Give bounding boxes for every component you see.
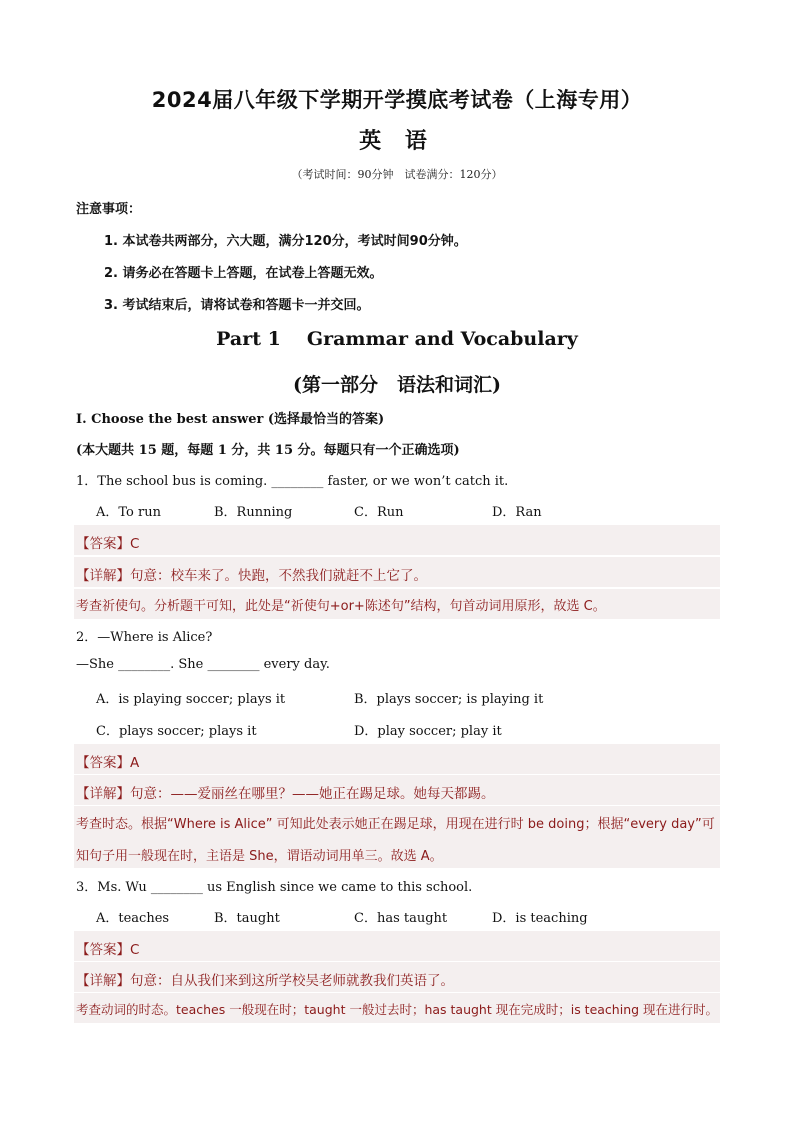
option: B．Running bbox=[214, 505, 293, 520]
answer-label: 【答案】C bbox=[76, 942, 140, 958]
option: B．taught bbox=[214, 911, 280, 926]
question-stem-line: —She ________. She ________ every day. bbox=[76, 657, 330, 672]
part-name: Grammar and Vocabulary bbox=[306, 328, 578, 350]
answer-label: 【答案】C bbox=[76, 536, 140, 552]
answer-band bbox=[74, 525, 720, 555]
detail-text: 【详解】句意：自从我们来到这所学校吴老师就教我们英语了。 bbox=[76, 973, 454, 989]
question-stem: 1．The school bus is coming. ________ faster, or we won’t catch it. bbox=[76, 474, 509, 489]
explanation-text: 知句子用一般现在时，主语是 She，谓语动词用单三。故选 A。 bbox=[76, 849, 443, 864]
question-stem: 2．—Where is Alice? bbox=[76, 630, 213, 645]
option: A．teaches bbox=[96, 911, 170, 926]
detail-text: 【详解】句意：——爱丽丝在哪里？——她正在踢足球。她每天都踢。 bbox=[76, 786, 495, 802]
notice-item: 2. 请务必在答题卡上答题，在试卷上答题无效。 bbox=[104, 266, 383, 281]
explanation-text: 考查时态。根据“Where is Alice” 可知此处表示她正在踢足球，用现在进行时 be doing；根据“every day”可 bbox=[76, 817, 715, 832]
option: C．Run bbox=[354, 505, 404, 520]
option: A．is playing soccer; plays it bbox=[96, 692, 286, 707]
subject-title: 英 语 bbox=[359, 129, 435, 154]
option: A．To run bbox=[96, 505, 161, 520]
section-title: I. Choose the best answer (选择最恰当的答案) bbox=[76, 412, 385, 427]
notice-item: 1. 本试卷共两部分，六大题，满分120分，考试时间90分钟。 bbox=[104, 234, 467, 249]
answer-band bbox=[74, 931, 720, 961]
answer-label: 【答案】A bbox=[76, 755, 140, 771]
option: C．plays soccer; plays it bbox=[96, 724, 257, 739]
explanation-text: 考查祈使句。分析题干可知，此处是“祈使句+or+陈述句”结构，句首动词用原形，故选 C。 bbox=[76, 599, 606, 614]
notice-item: 3. 考试结束后，请将试卷和答题卡一并交回。 bbox=[104, 298, 370, 313]
option: B．plays soccer; is playing it bbox=[354, 692, 544, 707]
option: D．play soccer; play it bbox=[354, 724, 502, 739]
option: D．Ran bbox=[492, 505, 542, 520]
option: D．is teaching bbox=[492, 911, 588, 926]
part-title bbox=[0, 328, 794, 350]
option: C．has taught bbox=[354, 911, 448, 926]
part-label: Part 1 bbox=[216, 328, 281, 350]
notice-title: 注意事项： bbox=[76, 202, 142, 217]
part-chinese-title: (第一部分 语法和词汇) bbox=[293, 374, 501, 396]
question-stem: 3．Ms. Wu ________ us English since we came to this school. bbox=[76, 880, 473, 895]
exam-info: （考试时间：90分钟 试卷满分：120分） bbox=[291, 168, 503, 181]
explanation-text: 考查动词的时态。teaches 一般现在时；taught 一般过去时；has taught 现在完成时；is teaching 现在进行时。 bbox=[76, 1002, 719, 1017]
section-note: (本大题共 15 题，每题 1 分，共 15 分。每题只有一个正确选项) bbox=[76, 443, 460, 458]
answer-band bbox=[74, 744, 720, 774]
page-title: 2024届八年级下学期开学摸底考试卷（上海专用） bbox=[151, 88, 643, 112]
detail-text: 【详解】句意：校车来了。快跑，不然我们就赶不上它了。 bbox=[76, 568, 427, 584]
